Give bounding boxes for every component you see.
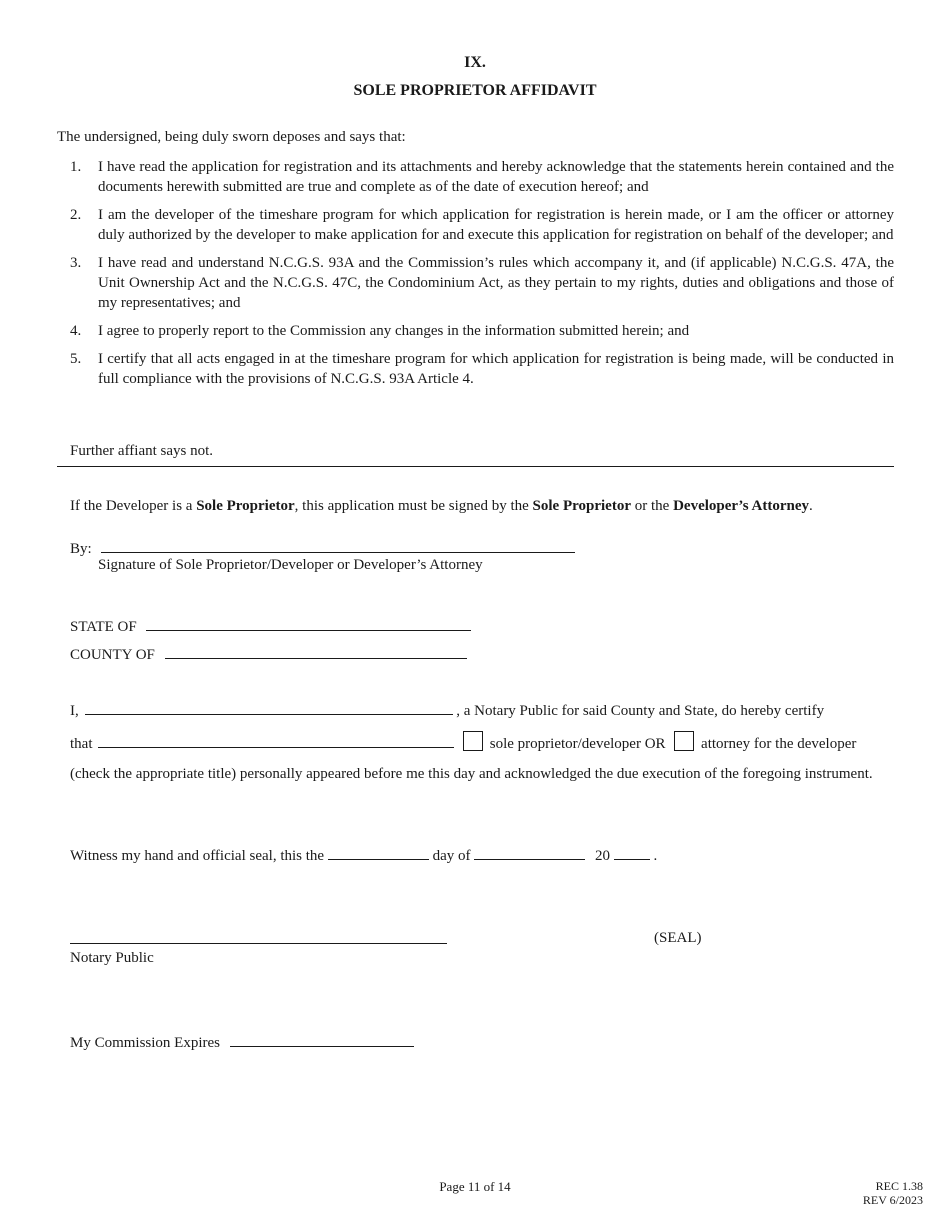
signing-note-emphasis: Developer’s Attorney [673, 498, 810, 514]
notary-public-label: Notary Public [70, 950, 154, 966]
form-code [840, 1179, 923, 1207]
county-label: COUNTY OF [70, 647, 155, 663]
list-item-number: 2. [70, 207, 82, 223]
acknowledgment-text: (check the appropriate title) personally appeared before me this day and acknowledged the due execution of the foregoing instrument. [70, 766, 873, 782]
signing-note [70, 498, 813, 515]
that-label: that [70, 736, 93, 752]
developer-option-label: sole proprietor/developer OR [489, 736, 666, 752]
year-prefix: 20 [594, 848, 610, 864]
appearing-party-field[interactable] [98, 733, 454, 748]
state-row [70, 616, 471, 636]
form-revision: REV 6/2023 [862, 1193, 923, 1207]
list-item [70, 157, 894, 197]
signing-note-text: or the [631, 498, 674, 514]
signing-note-emphasis: Sole Proprietor [196, 498, 295, 514]
county-row [70, 644, 467, 664]
witness-row [70, 845, 657, 865]
list-item [70, 205, 894, 245]
list-item [70, 349, 894, 389]
attorney-option-label: attorney for the developer [701, 736, 857, 752]
form-code-number: REC 1.38 [875, 1179, 923, 1193]
list-item-text: I certify that all acts engaged in at the timeshare program for which application for registration is being made, will be conducted in full compliance with the provisions of N.C.G.S. 93A Article 4. [98, 351, 894, 387]
signing-note-emphasis: Sole Proprietor [532, 498, 631, 514]
commission-row [70, 1032, 414, 1052]
witness-period: . [653, 848, 658, 864]
signature-field[interactable] [101, 538, 575, 553]
county-field[interactable] [165, 644, 467, 659]
page-number: Page 11 of 14 [439, 1179, 511, 1194]
list-item-text: I agree to properly report to the Commission any changes in the information submitted herein; and [98, 323, 690, 339]
signature-caption: Signature of Sole Proprietor/Developer or Developer’s Attorney [98, 557, 483, 573]
state-label: STATE OF [70, 619, 137, 635]
signature-row [70, 538, 575, 558]
intro-text: The undersigned, being duly sworn deposes and says that: [57, 129, 406, 145]
notary-certify-text: , a Notary Public for said County and State, do hereby certify [456, 703, 825, 719]
developer-checkbox[interactable] [463, 731, 483, 751]
notary-signature-field[interactable] [70, 943, 447, 944]
further-affiant-text: Further affiant says not. [70, 443, 214, 459]
notary-name-field[interactable] [85, 700, 453, 715]
signing-note-text: . [809, 498, 813, 514]
list-item-text: I am the developer of the timeshare program for which application for registration is herein made, or I am the officer or attorney duly authorized by the developer to make application for and execute this application for registration on behalf of the developer; and [98, 207, 894, 243]
list-item-number: 1. [70, 159, 82, 175]
appearing-party-row [70, 731, 856, 753]
section-number: IX. [464, 54, 486, 71]
list-item [70, 253, 894, 313]
commission-label: My Commission Expires [70, 1035, 221, 1051]
signing-note-text: If the Developer is a [70, 498, 197, 514]
year-field[interactable] [614, 845, 650, 860]
list-item-number: 5. [70, 351, 82, 367]
notary-i-label: I, [70, 703, 79, 719]
list-item-text: I have read the application for registration and its attachments and hereby acknowledge that the statements herein contained and the documents herewith submitted are true and complete as of the date of execution hereof; and [98, 159, 894, 195]
page-title: SOLE PROPRIETOR AFFIDAVIT [353, 82, 597, 99]
list-item-text: I have read and understand N.C.G.S. 93A and the Commission’s rules which accompany it, and (if applicable) N.C.G.S. 47A, the Unit Ownership Act and the N.C.G.S. 47C, the Condominium Act, as they pertain to my rights, duties and obligations and those of my representatives; and [98, 255, 894, 311]
seal-label: (SEAL) [654, 930, 702, 946]
signing-note-text: , this application must be signed by the [294, 498, 533, 514]
attorney-checkbox[interactable] [674, 731, 694, 751]
commission-expiry-field[interactable] [230, 1032, 414, 1047]
month-field[interactable] [474, 845, 585, 860]
state-field[interactable] [146, 616, 471, 631]
by-label: By: [70, 541, 92, 557]
day-of-label: day of [432, 848, 471, 864]
section-divider [57, 466, 894, 467]
notary-certify-row [70, 700, 824, 720]
list-item-number: 4. [70, 323, 82, 339]
witness-label: Witness my hand and official seal, this the [70, 848, 325, 864]
day-field[interactable] [328, 845, 429, 860]
list-item [70, 321, 894, 341]
list-item-number: 3. [70, 255, 82, 271]
statement-list [70, 157, 894, 397]
